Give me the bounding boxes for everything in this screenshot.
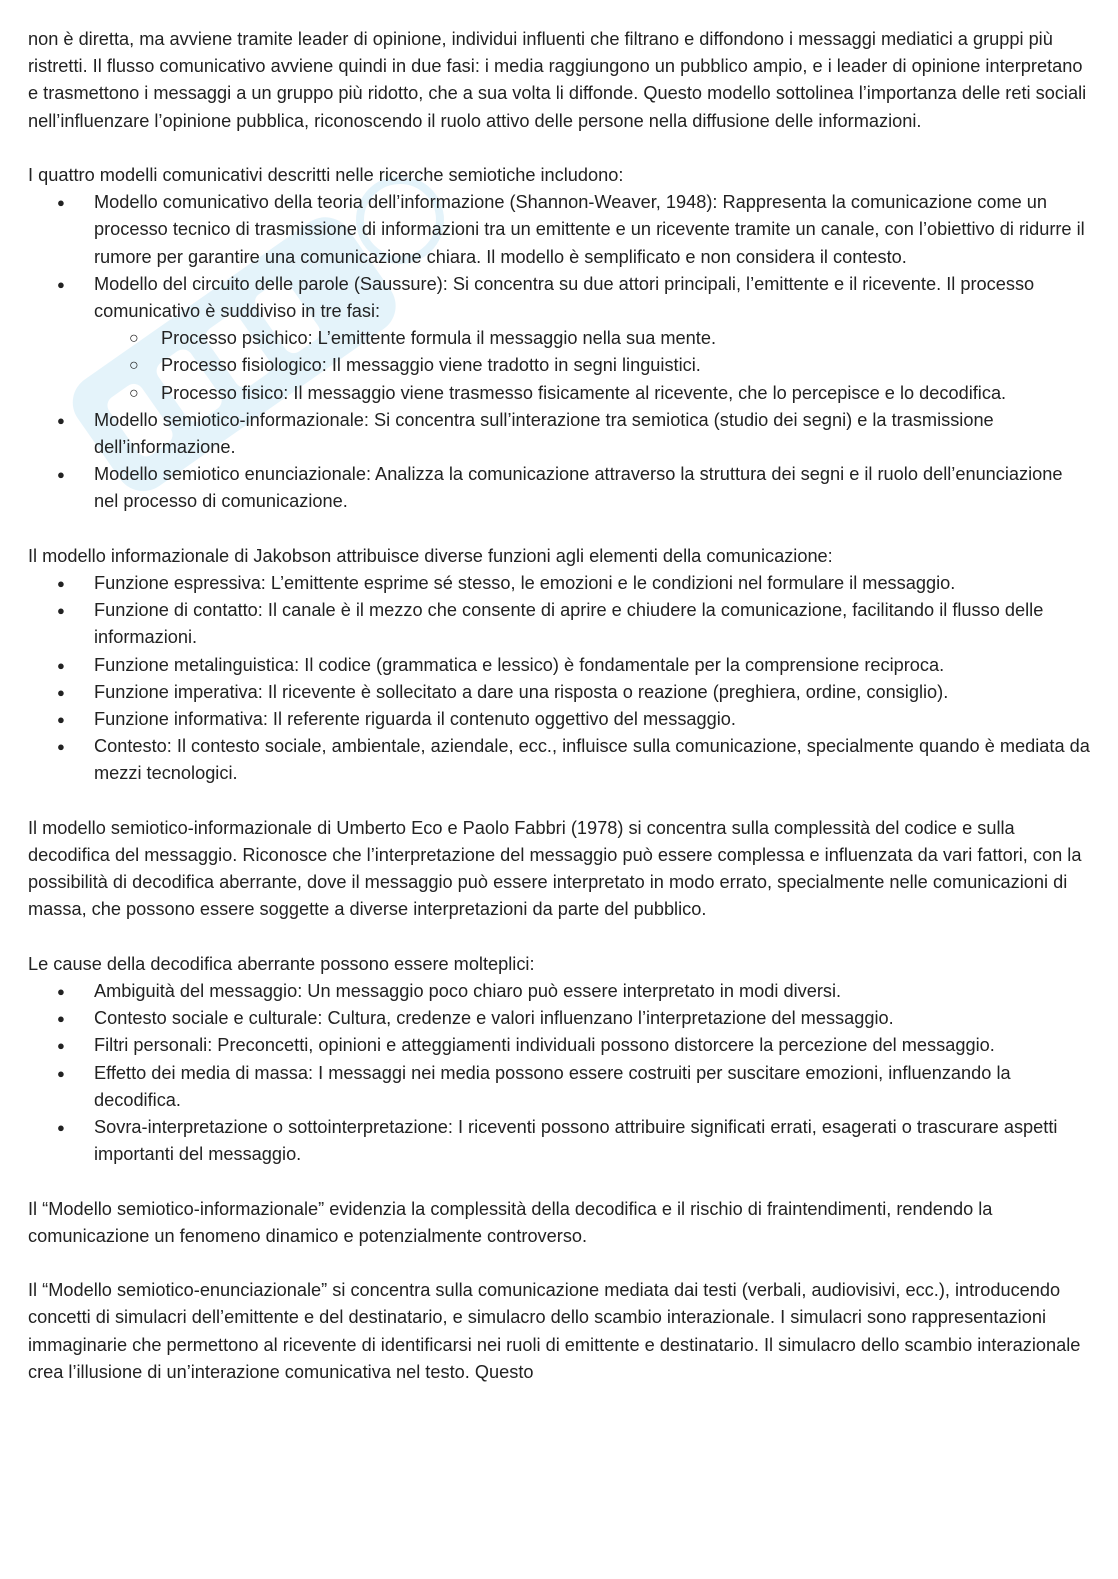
causes-list-item: ● Sovra-interpretazione o sottointerpretazione: I riceventi possono attribuire significati errati, esagerati o trascurare aspetti importanti del messaggio. <box>28 1114 1090 1168</box>
jakobson-list-item: ● Funzione espressiva: L’emittente esprime sé stesso, le emozioni e le condizioni nel formulare il messaggio. <box>28 570 1090 597</box>
jakobson-list <box>28 570 1090 788</box>
informazionale-paragraph: Il “Modello semiotico-informazionale” evidenzia la complessità della decodifica e il rischio di fraintendimenti, rendendo la comunicazione un fenomeno dinamico e potenzialmente controverso. <box>28 1198 993 1246</box>
models-list-item: ● Modello comunicativo della teoria dell’informazione (Shannon-Weaver, 1948): Rappresenta la comunicazione come un processo tecnico di trasmissione di informazioni tra un emittente e un ricevente tramite un canale, con l’obiettivo di ridurre il rumore per garantire una comunicazione chiara. Il modello è semplificato e non considera il contesto. <box>28 189 1090 271</box>
phases-sublist <box>94 325 1090 407</box>
jakobson-heading: Il modello informazionale di Jakobson attribuisce diverse funzioni agli elementi della comunicazione: <box>28 545 833 566</box>
jakobson-list-item: ● Funzione imperativa: Il ricevente è sollecitato a dare una risposta o reazione (preghiera, ordine, consiglio). <box>28 679 1090 706</box>
jakobson-list-item: ● Funzione di contatto: Il canale è il mezzo che consente di aprire e chiudere la comunicazione, facilitando il flusso delle informazioni. <box>28 597 1090 651</box>
phases-sublist-item: ○ Processo psichico: L’emittente formula il messaggio nella sua mente. <box>94 325 1090 352</box>
causes-list-item: ● Filtri personali: Preconcetti, opinioni e atteggiamenti individuali possono distorcere la percezione del messaggio. <box>28 1032 1090 1059</box>
enunciazionale-paragraph: Il “Modello semiotico-enunciazionale” si concentra sulla comunicazione mediata dai testi (verbali, audiovisivi, ecc.), introducendo concetti di simulacri dell’emittente e del destinatario, e simulacro dello scambio interazionale. I simulacri sono rappresentazioni immaginarie che permettono al ricevente di identificarsi nei ruoli di emittente e destinatario. Il simulacro dello scambio interazionale crea l’illusione di un’interazione comunicativa nel testo. Questo <box>28 1280 1081 1382</box>
models-list-item: ● Modello semiotico-informazionale: Si concentra sull’interazione tra semiotica (studio dei segni) e la trasmissione dell’informazione. <box>28 407 1090 461</box>
models-heading: I quattro modelli comunicativi descritti nelle ricerche semiotiche includono: <box>28 165 624 185</box>
models-list-item: ● Modello semiotico enunciazionale: Analizza la comunicazione attraverso la struttura dei segni e il ruolo dell’enunciazione nel processo di comunicazione. <box>28 461 1090 515</box>
causes-list <box>28 978 1090 1168</box>
eco-fabbri-paragraph: Il modello semiotico-informazionale di Umberto Eco e Paolo Fabbri (1978) si concentra sulla complessità del codice e sulla decodifica del messaggio. Riconosce che l’interpretazione del messaggio può essere complessa e influenzata da vari fattori, con la possibilità di decodifica aberrante, dove il messaggio può essere interpretato in modo errato, specialmente nelle comunicazioni di massa, che possono essere soggette a diverse interpretazioni da parte del pubblico. <box>28 817 1082 920</box>
causes-list-item: ● Effetto dei media di massa: I messaggi nei media possono essere costruiti per suscitare emozioni, influenzando la decodifica. <box>28 1060 1090 1114</box>
document-page <box>28 26 1090 1386</box>
phases-sublist-item: ○ Processo fisico: Il messaggio viene trasmesso fisicamente al ricevente, che lo percepisce e lo decodifica. <box>94 380 1090 407</box>
phases-sublist-item: ○ Processo fisiologico: Il messaggio viene tradotto in segni linguistici. <box>94 352 1090 379</box>
causes-list-item: ● Contesto sociale e culturale: Cultura, credenze e valori influenzano l’interpretazione del messaggio. <box>28 1005 1090 1032</box>
jakobson-list-item: ● Contesto: Il contesto sociale, ambientale, aziendale, ecc., influisce sulla comunicazione, specialmente quando è mediata da mezzi tecnologici. <box>28 733 1090 787</box>
models-list <box>28 189 1090 515</box>
intro-paragraph: non è diretta, ma avviene tramite leader di opinione, individui influenti che filtrano e diffondono i messaggi mediatici a gruppi più ristretti. Il flusso comunicativo avviene quindi in due fasi: i media raggiungono un pubblico ampio, e i leader di opinione interpretano e trasmettono i messaggi a un gruppo più ridotto, che a sua volta li diffonde. Questo modello sottolinea l’importanza delle reti sociali nell’influenzare l’opinione pubblica, riconoscendo il ruolo attivo delle persone nella diffusione delle informazioni. <box>28 29 1087 131</box>
jakobson-list-item: ● Funzione metalinguistica: Il codice (grammatica e lessico) è fondamentale per la comprensione reciproca. <box>28 652 1090 679</box>
causes-heading: Le cause della decodifica aberrante possono essere molteplici: <box>28 953 535 974</box>
causes-list-item: ● Ambiguità del messaggio: Un messaggio poco chiaro può essere interpretato in modi diversi. <box>28 978 1090 1005</box>
models-list-item: ● Modello del circuito delle parole (Saussure): Si concentra su due attori principali, l’emittente e il ricevente. Il processo comunicativo è suddiviso in tre fasi: ○ Processo psichico: L’emittente formula il messaggio nella sua mente. ○ Processo fisiologico: Il messaggio viene tradotto in segni linguistici. ○ Processo fisico: Il messaggio viene trasmesso fisicamente al ricevente, che lo percepisce e lo decodifica. <box>28 271 1090 407</box>
jakobson-list-item: ● Funzione informativa: Il referente riguarda il contenuto oggettivo del messaggio. <box>28 706 1090 733</box>
